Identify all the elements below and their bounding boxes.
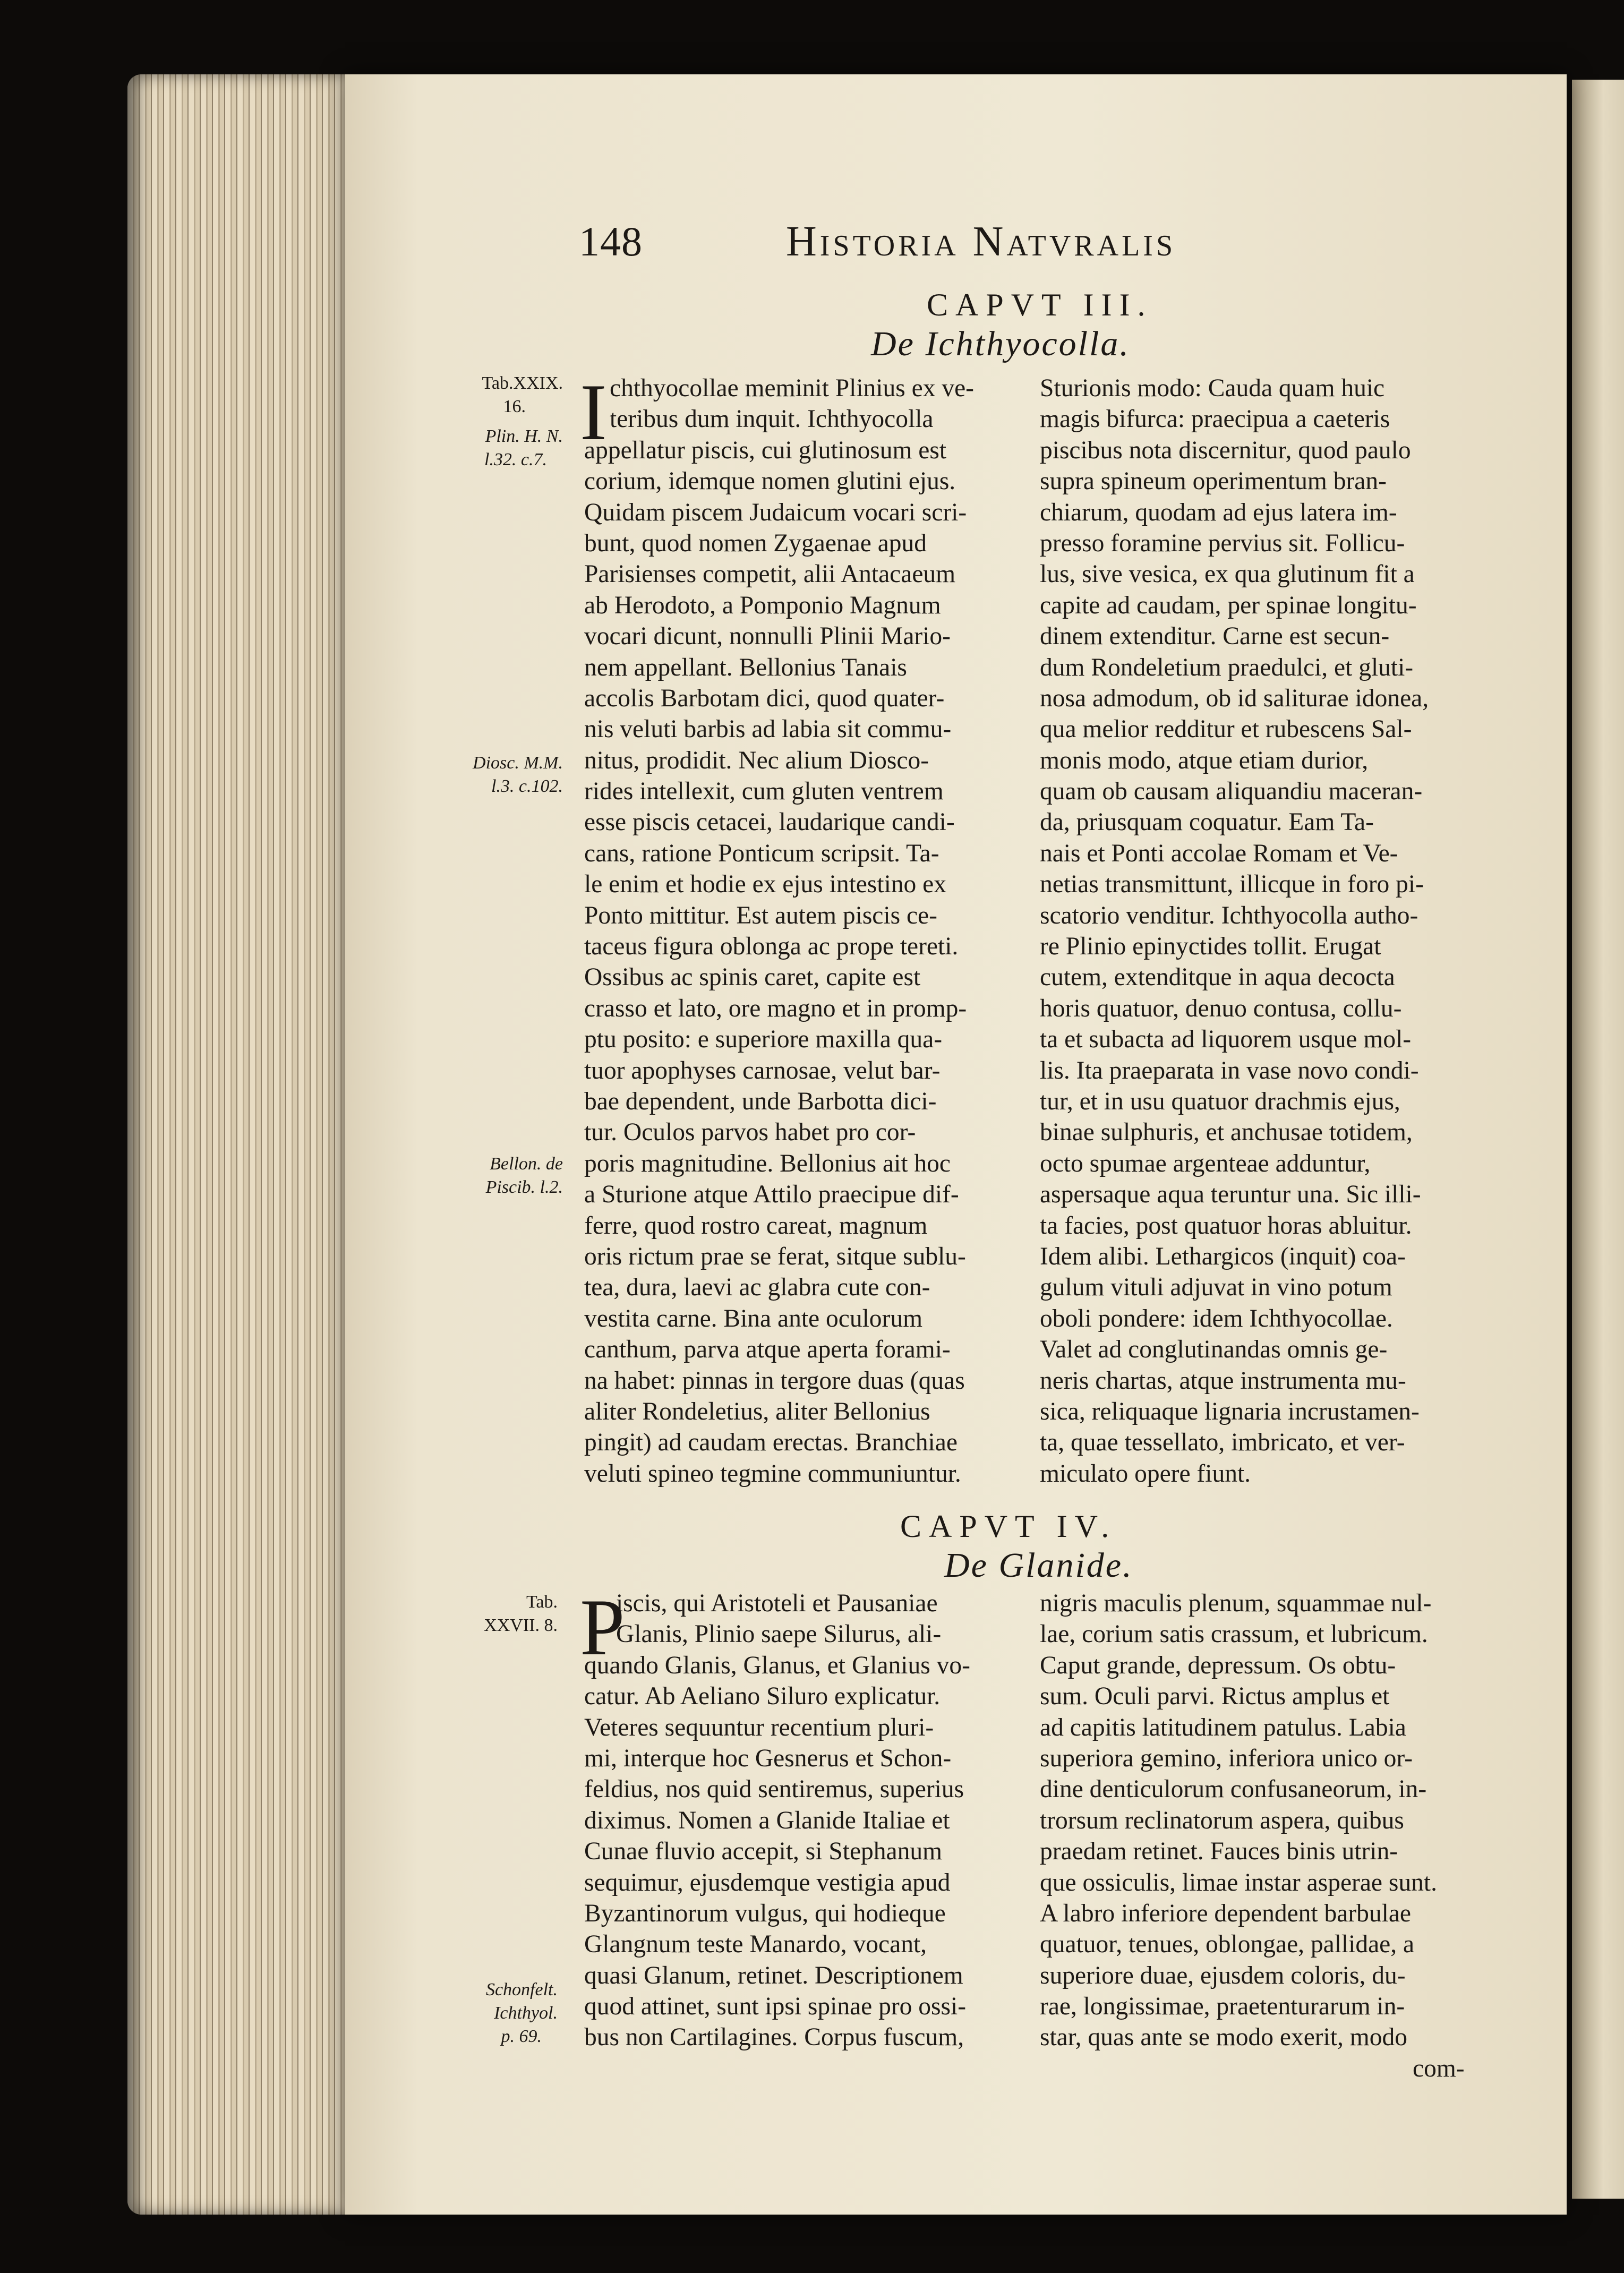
chapter-4-left-column bbox=[584, 1588, 1014, 2053]
running-title: Historia Natvralis bbox=[786, 218, 1176, 265]
text-line: veluti spineo tegmine communiuntur. bbox=[584, 1459, 961, 1488]
text-line: Ponto mittitur. Est autem piscis ce- bbox=[584, 901, 937, 929]
text-line: dine denticulorum confusaneorum, in- bbox=[1040, 1775, 1427, 1804]
text-line: superiora gemino, inferiora unico or- bbox=[1040, 1744, 1413, 1772]
text-line: magis bifurca: praecipua a caeteris bbox=[1040, 405, 1390, 433]
chapter-3-subtitle: De Ichthyocolla. bbox=[871, 324, 1130, 363]
text-line: Cunae fluvio accepit, si Stephanum bbox=[584, 1838, 943, 1866]
text-line: star, quas ante se modo exerit, modo bbox=[1040, 2023, 1407, 2052]
text-line: teribus dum inquit. Ichthyocolla bbox=[610, 405, 934, 433]
chapter-4-dropcap: P bbox=[580, 1583, 625, 1672]
text-line: da, priusquam coquatur. Eam Ta- bbox=[1040, 808, 1374, 836]
text-line: appellatur piscis, cui glutinosum est bbox=[584, 436, 947, 464]
text-line: nis veluti barbis ad labia sit commu- bbox=[584, 715, 952, 744]
chapter-4-title: CAPVT IV. bbox=[900, 1509, 1117, 1544]
text-line: lae, corium satis crassum, et lubricum. bbox=[1040, 1620, 1428, 1648]
text-line: netias transmittunt, illicque in foro pi- bbox=[1040, 870, 1424, 899]
text-line: accolis Barbotam dici, quod quater- bbox=[584, 684, 945, 712]
text-line: Veteres sequuntur recentium pluri- bbox=[584, 1713, 934, 1741]
text-line: lus, sive vesica, ex qua glutinum fit a bbox=[1040, 560, 1415, 588]
text-line: chiarum, quodam ad ejus latera im- bbox=[1040, 498, 1397, 526]
text-line: Idem alibi. Lethargicos (inquit) coa- bbox=[1040, 1242, 1406, 1270]
text-line: rae, longissimae, praetenturarum in- bbox=[1040, 1993, 1405, 2021]
chapter-3-title: CAPVT III. bbox=[927, 287, 1153, 322]
text-line: pingit) ad caudam erectas. Branchiae bbox=[584, 1429, 958, 1457]
text-line: cans, ratione Ponticum scripsit. Ta- bbox=[584, 839, 939, 867]
text-line: nigris maculis plenum, squammae nul- bbox=[1040, 1590, 1432, 1617]
text-line: Quidam piscem Judaicum vocari scri- bbox=[584, 498, 967, 526]
text-line: neris chartas, atque instrumenta mu- bbox=[1040, 1366, 1406, 1395]
text-line: oris rictum prae se ferat, sitque sublu- bbox=[584, 1242, 966, 1270]
page-header bbox=[579, 218, 1290, 276]
text-line: iscis, qui Aristoteli et Pausaniae bbox=[616, 1590, 938, 1617]
text-line: ta facies, post quatuor horas abluitur. bbox=[1040, 1211, 1412, 1240]
chapter-3-right-column bbox=[1040, 373, 1470, 1489]
text-line: vocari dicunt, nonnulli Plinii Mario- bbox=[584, 622, 951, 651]
text-line: miculato opere fiunt. bbox=[1040, 1459, 1251, 1488]
margin-note-tab-29: Tab.XXIX. 16. bbox=[482, 373, 563, 416]
text-line: taceus figura oblonga ac prope tereti. bbox=[584, 933, 959, 961]
text-line: na habet: pinnas in tergore duas (quas bbox=[584, 1366, 965, 1395]
text-line: qua melior redditur et rubescens Sal- bbox=[1040, 715, 1412, 744]
text-line: dinem extenditur. Carne est secun- bbox=[1040, 622, 1390, 651]
text-line: capite ad caudam, per spinae longitu- bbox=[1040, 591, 1417, 619]
text-line: ta et subacta ad liquorem usque mol- bbox=[1040, 1026, 1412, 1054]
text-line: piscibus nota discernitur, quod paulo bbox=[1040, 436, 1411, 464]
text-line: presso foramine pervius sit. Follicu- bbox=[1040, 529, 1405, 557]
text-line: corium, idemque nomen glutini ejus. bbox=[584, 467, 956, 495]
text-line: mi, interque hoc Gesnerus et Schon- bbox=[584, 1744, 952, 1772]
text-line: tur, et in usu quatuor drachmis ejus, bbox=[1040, 1087, 1400, 1115]
text-line: rides intellexit, cum gluten ventrem bbox=[584, 777, 944, 806]
text-line: Parisienses competit, alii Antacaeum bbox=[584, 560, 956, 588]
text-line: nitus, prodidit. Nec alium Dioscο- bbox=[584, 746, 929, 774]
text-line: ta, quae tessellato, imbricato, et ver- bbox=[1040, 1429, 1405, 1457]
text-line: vestita carne. Bina ante oculorum bbox=[584, 1304, 923, 1332]
text-line: scatorio venditur. Ichthyocolla autho- bbox=[1040, 901, 1418, 929]
text-line: superiore duae, ejusdem coloris, du- bbox=[1040, 1961, 1406, 1989]
text-line: nosa admodum, ob id saliturae idonea, bbox=[1040, 684, 1429, 712]
text-line: aliter Rondeletius, aliter Bellonius bbox=[584, 1397, 930, 1425]
text-line: quod attinet, sunt ipsi spinae pro ossi- bbox=[584, 1993, 967, 2021]
text-line: sum. Oculi parvi. Rictus amplus et bbox=[1040, 1682, 1390, 1711]
text-line: bunt, quod nomen Zygaenae apud bbox=[584, 529, 927, 557]
text-line: bus non Cartilagines. Corpus fuscum, bbox=[584, 2023, 964, 2052]
text-line: supra spineum operimentum bran- bbox=[1040, 467, 1387, 495]
chapter-3-left-column bbox=[584, 373, 1014, 1489]
book-page-edges bbox=[127, 74, 351, 2215]
text-line: cutem, extenditque in aqua decocta bbox=[1040, 963, 1395, 992]
text-line: ferre, quod rostro careat, magnum bbox=[584, 1211, 928, 1240]
text-line: poris magnitudine. Bellonius ait hoc bbox=[584, 1149, 951, 1177]
text-line: catur. Ab Aeliano Siluro explicatur. bbox=[584, 1682, 941, 1711]
text-line: le enim et hodie ex ejus intestino ex bbox=[584, 870, 946, 899]
margin-note-schonfelt: Schonfelt. Ichthyol. p. 69. bbox=[485, 1980, 558, 2046]
text-line: dum Rondeletium praedulci, et gluti- bbox=[1040, 653, 1414, 681]
text-line: tuor apophyses carnosae, velut bar- bbox=[584, 1056, 941, 1084]
text-line: que ossiculis, limae instar asperae sunt. bbox=[1040, 1868, 1437, 1896]
chapter-4-right-column bbox=[1040, 1588, 1470, 2053]
margin-note-dioscorides: Diosc. M.M. l.3. c.102. bbox=[473, 753, 563, 796]
chapter-3-dropcap: I bbox=[580, 368, 607, 457]
text-line: horis quatuor, denuo contusa, collu- bbox=[1040, 994, 1402, 1022]
text-line: ab Herodoto, a Pomponio Magnum bbox=[584, 591, 941, 619]
text-line: esse piscis cetacei, laudarique candi- bbox=[584, 808, 955, 836]
text-line: crasso et lato, ore magno et in promp- bbox=[584, 994, 967, 1022]
text-line: aspersaque aqua teruntur una. Sic illi- bbox=[1040, 1181, 1421, 1209]
text-line: sequimur, ejusdemque vestigia apud bbox=[584, 1868, 951, 1896]
text-line: canthum, parva atque aperta forami- bbox=[584, 1336, 951, 1364]
text-line: Glanis, Plinio saepe Silurus, ali- bbox=[616, 1620, 942, 1648]
text-line: diximus. Nomen a Glanide Italiae et bbox=[584, 1806, 950, 1834]
text-line: sica, reliquaque lignaria incrustamen- bbox=[1040, 1397, 1420, 1425]
text-line: Sturionis modo: Cauda quam huic bbox=[1040, 374, 1385, 402]
text-line: praedam retinet. Fauces binis utrin- bbox=[1040, 1838, 1398, 1866]
text-line: lis. Ita praeparata in vase novo condi- bbox=[1040, 1056, 1419, 1084]
facing-page-edge bbox=[1572, 80, 1624, 2199]
text-line: trorsum reclinatorum aspera, quibus bbox=[1040, 1806, 1404, 1834]
text-line: Ossibus ac spinis caret, capite est bbox=[584, 963, 921, 992]
text-line: tea, dura, laevi ac glabra cute con- bbox=[584, 1274, 930, 1302]
text-line: quatuor, tenues, oblongae, pallidae, a bbox=[1040, 1930, 1415, 1959]
margin-note-tab-27: Tab. XXVII. 8. bbox=[484, 1592, 558, 1635]
text-line: quasi Glanum, retinet. Descriptionem bbox=[584, 1961, 963, 1989]
margin-note-pliny: Plin. H. N. l.32. c.7. bbox=[484, 426, 563, 469]
margin-note-bellonius: Bellon. de Piscib. l.2. bbox=[485, 1154, 563, 1197]
text-line: nem appellant. Bellonius Tanais bbox=[584, 653, 907, 681]
text-line: A labro inferiore dependent barbulae bbox=[1040, 1899, 1412, 1927]
text-line: monis modo, atque etiam durior, bbox=[1040, 746, 1369, 774]
text-line: octo spumae argenteae adduntur, bbox=[1040, 1149, 1371, 1177]
text-line: Valet ad conglutinandas omnis ge- bbox=[1040, 1336, 1388, 1364]
text-line: Glangnum teste Manardo, vocant, bbox=[584, 1930, 927, 1959]
text-line: ad capitis latitudinem patulus. Labia bbox=[1040, 1713, 1406, 1741]
text-line: nais et Ponti accolae Romam et Ve- bbox=[1040, 839, 1398, 867]
text-line: re Plinio epinyctides tollit. Erugat bbox=[1040, 933, 1381, 961]
text-line: quam ob causam aliquandiu maceran- bbox=[1040, 777, 1423, 806]
text-line: a Sturione atque Attilo praecipue dif- bbox=[584, 1181, 959, 1209]
text-line: gulum vituli adjuvat in vino potum bbox=[1040, 1274, 1392, 1302]
text-line: tur. Oculos parvos habet pro cor- bbox=[584, 1118, 916, 1147]
text-line: ptu posito: e superiore maxilla qua- bbox=[584, 1026, 943, 1054]
chapter-4-subtitle: De Glanide. bbox=[944, 1546, 1133, 1585]
text-line: chthyocollae meminit Plinius ex ve- bbox=[610, 374, 974, 402]
text-line: bae dependent, unde Barbotta dici- bbox=[584, 1087, 937, 1115]
catchword: com- bbox=[1413, 2055, 1465, 2082]
text-line: binae sulphuris, et anchusae totidem, bbox=[1040, 1118, 1413, 1147]
text-line: Byzantinorum vulgus, qui hodieque bbox=[584, 1899, 946, 1927]
text-line: feldius, nos quid sentiremus, superius bbox=[584, 1775, 964, 1804]
text-line: quando Glanis, Glanus, et Glanius vo- bbox=[584, 1651, 970, 1679]
text-line: oboli pondere: idem Ichthyocollae. bbox=[1040, 1304, 1393, 1332]
text-line: Caput grande, depressum. Os obtu- bbox=[1040, 1651, 1396, 1679]
page-number: 148 bbox=[579, 218, 643, 264]
